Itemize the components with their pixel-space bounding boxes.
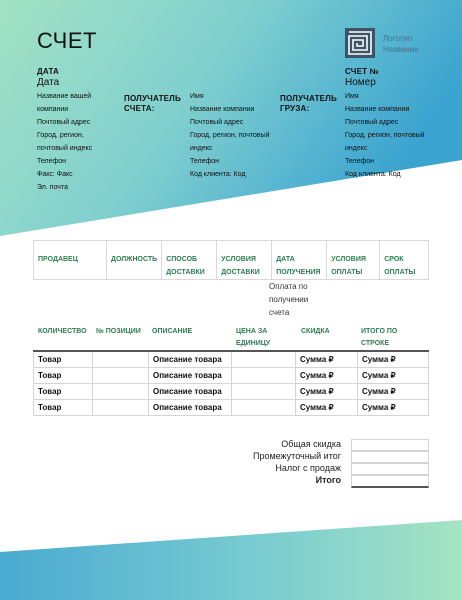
cell-description[interactable]: Описание товара: [149, 400, 232, 416]
cell-line-total[interactable]: Сумма ₽: [358, 384, 429, 400]
column-header-quantity: КОЛИЧЕСТВО: [38, 328, 87, 335]
total-discount-row: [180, 439, 429, 450]
address-line: Название вашей: [37, 93, 92, 100]
cell-item-number[interactable]: [93, 384, 149, 400]
table-row: [34, 368, 429, 384]
cell-description[interactable]: Описание товара: [149, 351, 232, 368]
address-line: Город, регион, почтовый: [345, 132, 425, 139]
address-line: почтовый индекс: [37, 145, 93, 152]
bill-to-label-line: ПОЛУЧАТЕЛЬ: [124, 94, 181, 103]
bill-to-address: [190, 90, 270, 181]
grand-total-label: Итого: [315, 475, 341, 485]
column-header-item-number: № ПОЗИЦИИ: [96, 328, 141, 335]
address-line: Телефон: [37, 158, 67, 165]
logo-label: Логотип: [383, 34, 413, 43]
shipping-info-table: [33, 240, 429, 280]
ship-to-label-line: ПОЛУЧАТЕЛЬ: [280, 94, 337, 103]
maze-logo-icon: [345, 28, 375, 58]
address-line: Факс: Факс: [37, 171, 73, 178]
date-value: Дата: [37, 77, 60, 88]
payment-terms-value: Оплата по получении счета: [269, 282, 309, 317]
grand-total-field[interactable]: [351, 475, 429, 488]
total-discount-label: Общая скидка: [281, 439, 341, 449]
sender-address: [37, 90, 92, 194]
address-line: Телефон: [190, 158, 220, 165]
date-label: ДАТА: [37, 67, 60, 76]
invoice-number-label: СЧЕТ №: [345, 67, 379, 76]
cell-quantity[interactable]: Товар: [34, 400, 93, 416]
column-header-due-date: СРОК ОПЛАТЫ: [380, 241, 429, 280]
subtotal-field[interactable]: [351, 451, 429, 463]
cell-description[interactable]: Описание товара: [149, 368, 232, 384]
sales-tax-label: Налог с продаж: [275, 463, 341, 473]
sales-tax-field[interactable]: [351, 463, 429, 475]
column-header-unit-price: ЦЕНА ЗА ЕДИНИЦУ: [236, 328, 271, 347]
address-line: индекс: [190, 145, 213, 152]
address-line: индекс: [345, 145, 368, 152]
cell-item-number[interactable]: [93, 368, 149, 384]
cell-line-total[interactable]: Сумма ₽: [358, 351, 429, 368]
table-row: [34, 400, 429, 416]
line-items-table: [33, 350, 429, 416]
address-line: Эл. почта: [37, 184, 68, 191]
cell-quantity[interactable]: Товар: [34, 384, 93, 400]
column-header-payment-terms: УСЛОВИЯ ОПЛАТЫ: [327, 241, 380, 280]
address-line: Имя: [190, 93, 204, 100]
column-header-delivery-date: ДАТА ПОЛУЧЕНИЯ: [272, 241, 327, 280]
cell-line-total[interactable]: Сумма ₽: [358, 368, 429, 384]
cell-discount[interactable]: Сумма ₽: [296, 351, 358, 368]
logo-company-name: Название: [383, 45, 419, 54]
cell-item-number[interactable]: [93, 351, 149, 368]
cell-quantity[interactable]: Товар: [34, 351, 93, 368]
cell-discount[interactable]: Сумма ₽: [296, 384, 358, 400]
cell-discount[interactable]: Сумма ₽: [296, 368, 358, 384]
ship-to-address: [345, 90, 425, 181]
column-header-shipping-method: СПОСОБ ДОСТАВКИ: [162, 241, 217, 280]
total-discount-field[interactable]: [351, 439, 429, 451]
cell-unit-price[interactable]: [232, 384, 296, 400]
address-line: Город, регион,: [37, 132, 84, 139]
bill-to-label-line: СЧЕТА:: [124, 104, 155, 113]
subtotal-row: [180, 451, 429, 462]
cell-description[interactable]: Описание товара: [149, 384, 232, 400]
subtotal-label: Промежуточный итог: [252, 451, 341, 461]
ship-to-label: [280, 94, 337, 114]
cell-line-total[interactable]: Сумма ₽: [358, 400, 429, 416]
address-line: Телефон: [345, 158, 375, 165]
address-line: Код клиента: Код: [345, 171, 401, 178]
column-header-discount: СКИДКА: [301, 328, 330, 335]
address-line: Почтовый адрес: [190, 119, 244, 126]
address-line: Код клиента: Код: [190, 171, 246, 178]
table-row: [34, 351, 429, 368]
grand-total-row: [180, 475, 429, 486]
invoice-number-value: Номер: [345, 77, 376, 88]
cell-unit-price[interactable]: [232, 400, 296, 416]
column-header-shipping-terms: УСЛОВИЯ ДОСТАВКИ: [217, 241, 272, 280]
address-line: Почтовый адрес: [37, 119, 91, 126]
address-line: Почтовый адрес: [345, 119, 399, 126]
address-line: Название компании: [190, 106, 255, 113]
ship-to-label-line: ГРУЗА:: [280, 104, 310, 113]
column-header-line-total: ИТОГО ПО СТРОКЕ: [361, 328, 398, 347]
column-header-job: ДОЛЖНОСТЬ: [107, 241, 162, 280]
cell-discount[interactable]: Сумма ₽: [296, 400, 358, 416]
address-line: Город, регион, почтовый: [190, 132, 270, 139]
cell-item-number[interactable]: [93, 400, 149, 416]
table-row: [34, 384, 429, 400]
cell-quantity[interactable]: Товар: [34, 368, 93, 384]
address-line: компании: [37, 106, 69, 113]
cell-unit-price[interactable]: [232, 351, 296, 368]
bill-to-label: [124, 94, 181, 114]
logo-placeholder: [383, 33, 419, 55]
column-header-salesperson: ПРОДАВЕЦ: [34, 241, 107, 280]
cell-unit-price[interactable]: [232, 368, 296, 384]
address-line: Название компании: [345, 106, 410, 113]
sales-tax-row: [180, 463, 429, 474]
address-line: Имя: [345, 93, 359, 100]
footer-gradient-background: [0, 500, 462, 600]
invoice-title: СЧЕТ: [37, 28, 97, 53]
column-header-description: ОПИСАНИЕ: [152, 328, 193, 335]
